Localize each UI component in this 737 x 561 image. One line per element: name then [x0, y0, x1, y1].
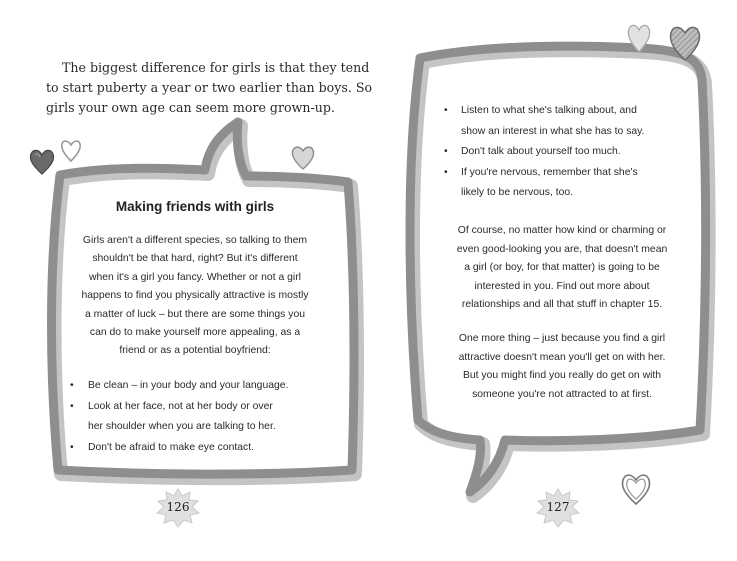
page-number: 127: [546, 500, 570, 514]
list-item: [70, 438, 288, 459]
list-item-text: Don't be afraid to make eye contact.: [88, 441, 255, 453]
para-line: One more thing – just because you find a girl: [458, 333, 666, 344]
page-number-badge: [536, 488, 580, 528]
list-item-text-cont: her shoulder when you are talking to her.: [88, 421, 276, 432]
list-item: [444, 163, 644, 204]
para-line: someone you're not attracted to at first.: [472, 388, 652, 400]
box-line: happens to find you physically attractive is mostly: [81, 290, 309, 302]
box-line: can do to make yourself more appealing, as a: [89, 327, 301, 339]
list-item: [444, 101, 644, 142]
box-bullet-list: [70, 376, 288, 458]
para-line: even good-looking you are, that doesn't mean: [456, 243, 668, 255]
box-line: when it's a girl you fancy. Whether or not a girl: [88, 271, 301, 283]
box-line: shouldn't be that hard, right? But it's different: [92, 253, 298, 265]
list-item: [70, 376, 288, 397]
list-item-text: If you're nervous, remember that she's: [461, 166, 638, 178]
para-line: a girl (or boy, for that matter) is going to be: [464, 262, 660, 274]
para-line: relationships and all that stuff in chapter 15.: [461, 299, 663, 311]
list-item-text-cont: show an interest in what she has to say.: [461, 125, 645, 137]
list-item-text: Look at her face, not at her body or over: [88, 400, 273, 412]
box-line: friend or as a potential boyfriend:: [119, 345, 271, 357]
intro-line: to start puberty a year or two earlier than boys. So: [46, 80, 373, 95]
para-line: Of course, no matter how kind or charming or: [457, 225, 667, 236]
intro-paragraph: [46, 58, 373, 118]
box-title: Making friends with girls: [115, 199, 275, 214]
para-line: attractive doesn't mean you'll get on with her.: [458, 351, 666, 363]
para-line: interested in you. Find out more about: [474, 280, 650, 292]
list-item-text: Listen to what she's talking about, and: [461, 105, 637, 116]
list-item-text: Don't talk about yourself too much.: [461, 146, 621, 157]
box-line: Girls aren't a different species, so talking to them: [82, 235, 308, 246]
list-item: [70, 397, 288, 438]
para-line: But you might find you really do get on with: [462, 370, 662, 382]
box-line: a matter of luck – but there are some things you: [84, 308, 306, 320]
right-paragraph-2: [436, 330, 688, 404]
right-paragraph-1: [436, 222, 688, 315]
right-bullet-list: [444, 101, 644, 204]
page-number: 126: [166, 500, 190, 514]
intro-line: girls your own age can seem more grown-up.: [46, 100, 335, 115]
page-number-badge: [156, 488, 200, 528]
intro-line: The biggest difference for girls is that they tend: [62, 60, 370, 75]
list-item-text: Be clean – in your body and your language.: [88, 380, 289, 391]
list-item-text-cont: likely to be nervous, too.: [461, 187, 574, 198]
list-item: [444, 142, 644, 163]
box-paragraph: [62, 232, 328, 361]
